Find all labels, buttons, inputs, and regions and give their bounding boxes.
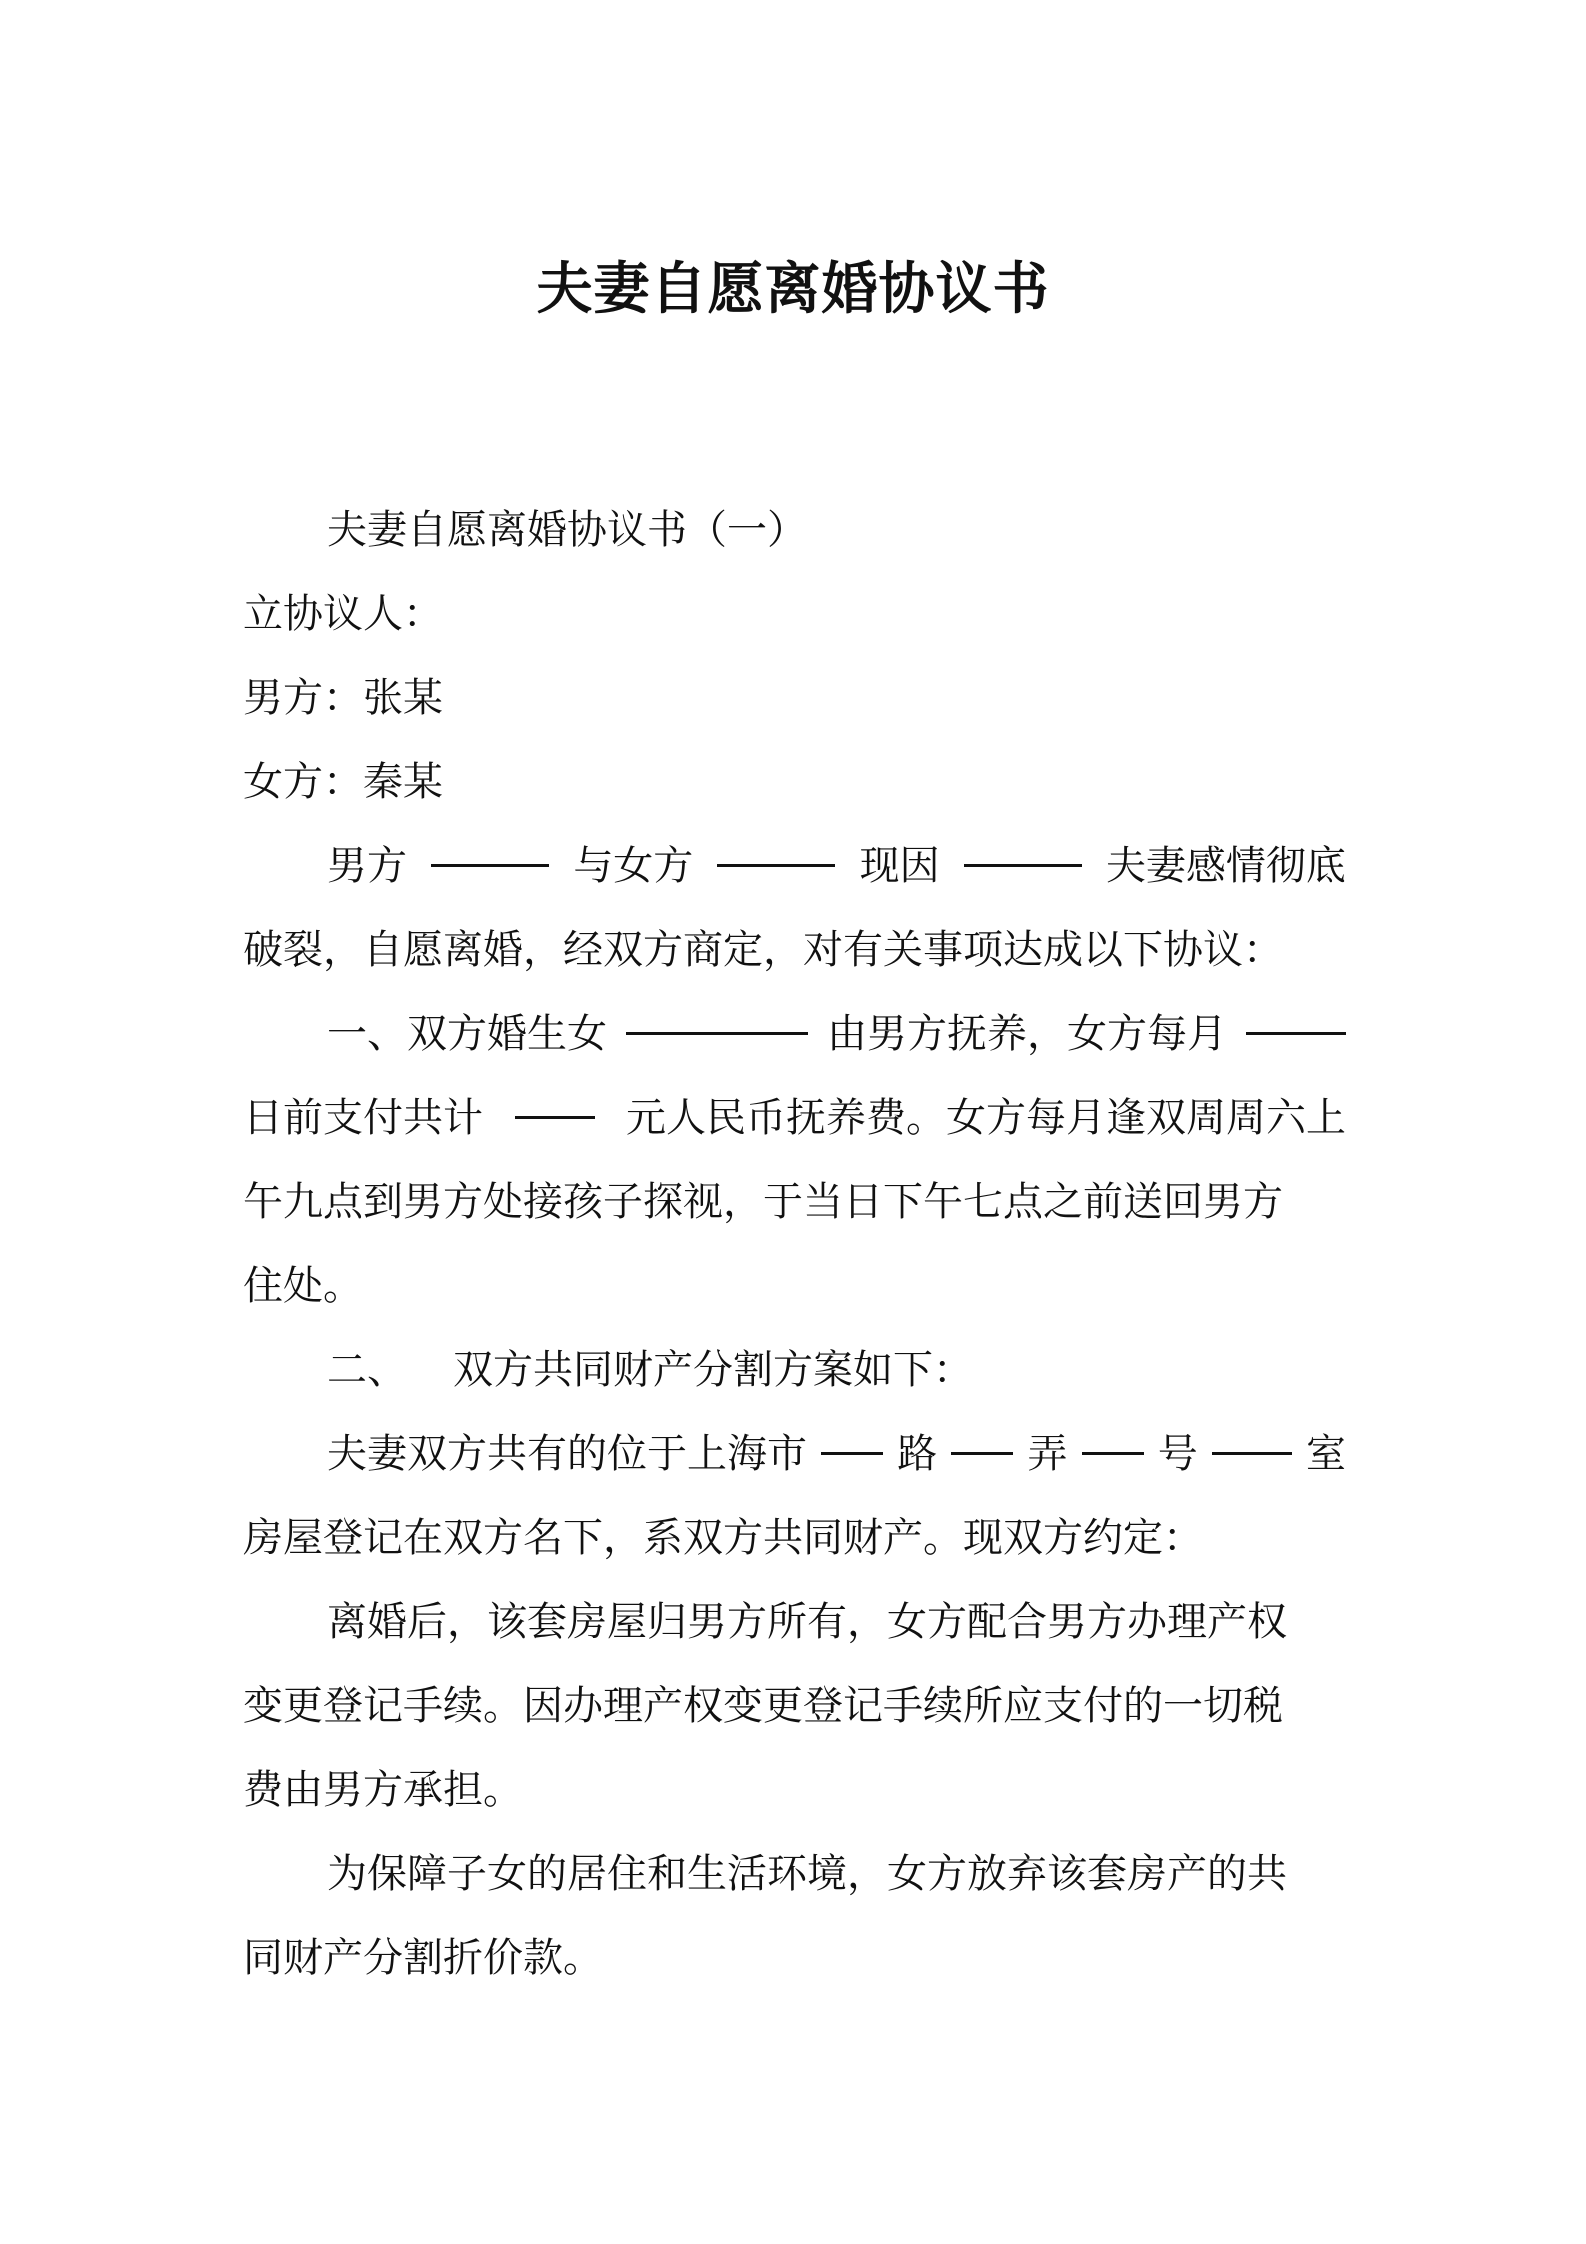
blank-male-name bbox=[431, 824, 549, 867]
address-text-city: 夫妻双方共有的位于上海市 bbox=[327, 1431, 807, 1477]
parties-label: 立协议人： bbox=[243, 591, 443, 637]
clause1-line-2 bbox=[243, 1076, 1346, 1160]
blank-female-name bbox=[717, 824, 835, 867]
clause2-heading bbox=[243, 1328, 1346, 1412]
clause1-line-3: 午九点到男方处接孩子探视，于当日下午七点之前送回男方 bbox=[243, 1179, 1283, 1225]
male-party: 男方：张某 bbox=[243, 675, 443, 721]
intro-text-male: 男方 bbox=[327, 843, 407, 889]
blank-lane bbox=[951, 1412, 1013, 1455]
intro-text-reason: 现因 bbox=[859, 843, 940, 889]
blank-amount bbox=[515, 1076, 595, 1119]
female-party: 女方：秦某 bbox=[243, 759, 443, 805]
clause2-number: 二、 bbox=[327, 1347, 407, 1393]
address-text-room: 室 bbox=[1306, 1431, 1346, 1477]
address-text-number: 号 bbox=[1157, 1431, 1198, 1477]
clause1-text-d: 元人民币抚养费。女方每月逢双周周六上 bbox=[626, 1095, 1346, 1141]
blank-number bbox=[1082, 1412, 1144, 1455]
clause1-text-c: 日前支付共计 bbox=[243, 1095, 483, 1141]
clause1-line-1 bbox=[243, 992, 1346, 1076]
blank-road bbox=[821, 1412, 883, 1455]
clause1-text-b: 由男方抚养，女方每月 bbox=[827, 1011, 1227, 1057]
intro-line-1 bbox=[243, 824, 1346, 908]
clause2-p1-line-1 bbox=[243, 1412, 1346, 1496]
subtitle: 夫妻自愿离婚协议书（一） bbox=[327, 507, 807, 553]
intro-text-female: 与女方 bbox=[573, 843, 694, 889]
clause1-line-4: 住处。 bbox=[243, 1263, 363, 1309]
blank-reason bbox=[964, 824, 1082, 867]
blank-payment-day bbox=[1246, 992, 1346, 1035]
clause2-p1-line-2: 房屋登记在双方名下，系双方共同财产。现双方约定： bbox=[243, 1515, 1203, 1561]
clause1-text-a: 一、双方婚生女 bbox=[327, 1011, 607, 1057]
blank-daughter-name bbox=[626, 992, 808, 1035]
clause2-p2-line-1: 离婚后，该套房屋归男方所有，女方配合男方办理产权 bbox=[327, 1599, 1287, 1645]
address-text-lane: 弄 bbox=[1027, 1431, 1068, 1477]
clause2-p2-line-3: 费由男方承担。 bbox=[243, 1767, 523, 1813]
clause2-p2-line-2: 变更登记手续。因办理产权变更登记手续所应支付的一切税 bbox=[243, 1683, 1283, 1729]
document-title: 夫妻自愿离婚协议书 bbox=[536, 257, 1050, 322]
document-body bbox=[243, 488, 1346, 2000]
address-text-road: 路 bbox=[897, 1431, 938, 1477]
intro-text-breakdown: 夫妻感情彻底 bbox=[1105, 843, 1346, 889]
clause2-p3-line-1: 为保障子女的居住和生活环境，女方放弃该套房产的共 bbox=[327, 1851, 1287, 1897]
clause2-heading-text: 双方共同财产分割方案如下： bbox=[453, 1347, 973, 1393]
intro-line-2: 破裂，自愿离婚，经双方商定，对有关事项达成以下协议： bbox=[243, 927, 1283, 973]
clause2-p3-line-2: 同财产分割折价款。 bbox=[243, 1935, 603, 1981]
blank-room bbox=[1212, 1412, 1292, 1455]
